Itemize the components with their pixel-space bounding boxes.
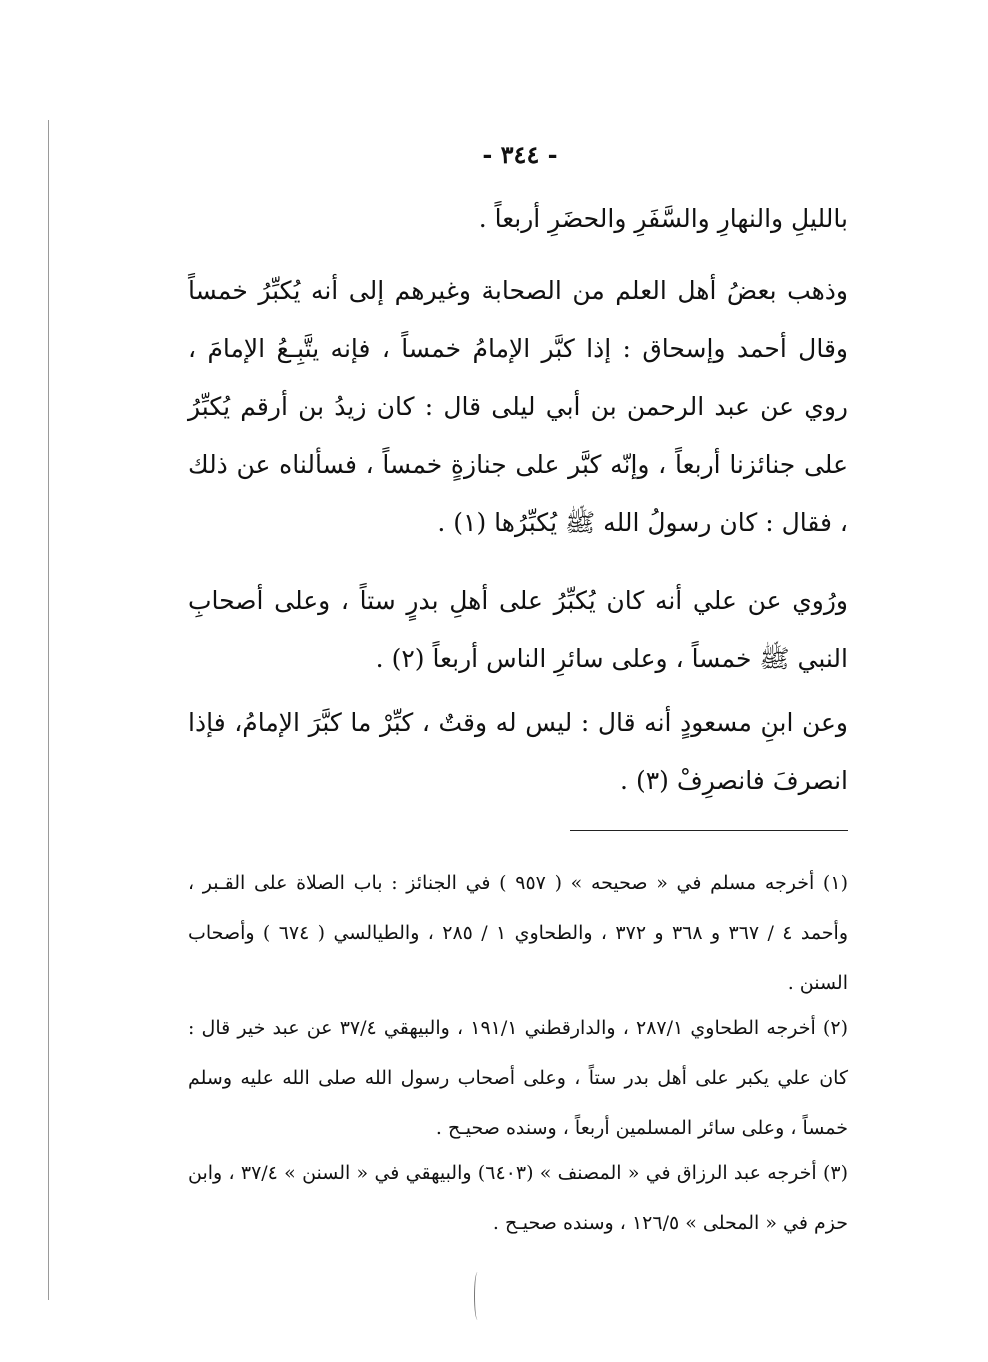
stray-pen-mark [474, 1272, 481, 1320]
footnote-text: (٣) أخرجه عبد الرزاق في « المصنف » (٦٤٠٣) والبيهقي في « السنن » ٣٧/٤ ، وابن حزم في « المحلى » ١٢٦/٥ ، وسنده صحيـح . [188, 1162, 848, 1234]
body-paragraph [188, 190, 848, 248]
footnote [188, 1003, 848, 1153]
body-paragraph [188, 262, 848, 552]
page-number: - ٣٤٤ - [482, 140, 558, 169]
paragraph-text: وعن ابنِ مسعودٍ أنه قال : ليس له وقتٌ ، كبِّرْ ما كبَّرَ الإمامُ، فإذا انصرفَ فانصرِفْ (٣) . [188, 708, 848, 795]
paragraph-text: بالليلِ والنهارِ والسَّفَرِ والحضَرِ أربعاً . [478, 204, 848, 233]
body-paragraph [188, 694, 848, 810]
footnote-divider [570, 830, 848, 831]
paragraph-text: وذهب بعضُ أهل العلم من الصحابة وغيرهم إلى أنه يُكبِّرُ خمساً وقال أحمد وإسحاق : إذا كبَّر الإمامُ خمساً ، فإنه يتَّبِـعُ الإمامَ ، روي عن عبد الرحمن بن أبي ليلى قال : كان زيدُ بن أرقم يُكبِّرُ على جنائزنا أربعاً ، وإنّه كبَّر على جنازةٍ خمساً ، فسألناه عن ذلك ، فقال : كان رسولُ الله ﷺ يُكبِّرُها (١) . [188, 276, 848, 537]
footnote-text: (١) أخرجه مسلم في « صحيحه » ( ٩٥٧ ) في الجنائز : باب الصلاة على القـبر ، وأحمد ٤ / ٣٦٧ و ٣٦٨ و ٣٧٢ ، والطحاوي ١ / ٢٨٥ ، والطيالسي ( ٦٧٤ ) وأصحاب السنن . [188, 872, 849, 994]
footnote-text: (٢) أخرجه الطحاوي ٢٨٧/١ ، والدارقطني ١٩١/١ ، والبيهقي ٣٧/٤ عن عبد خير قال : كان علي يكبر على أهل بدر ستاً ، وعلى أصحاب رسول الله صلى الله عليه وسلم خمساً ، وعلى سائر المسلمين أربعاً ، وسنده صحيـح . [188, 1017, 848, 1139]
footnote [188, 1148, 848, 1248]
footnote [188, 858, 848, 1008]
paragraph-text: ورُوي عن علي أنه كان يُكبِّرُ على أهلِ بدرٍ ستاً ، وعلى أصحابِ النبي ﷺ خمساً ، وعلى سائرِ الناس أربعاً (٢) . [188, 586, 848, 673]
body-paragraph [188, 572, 848, 688]
binding-margin-line [48, 120, 49, 1300]
